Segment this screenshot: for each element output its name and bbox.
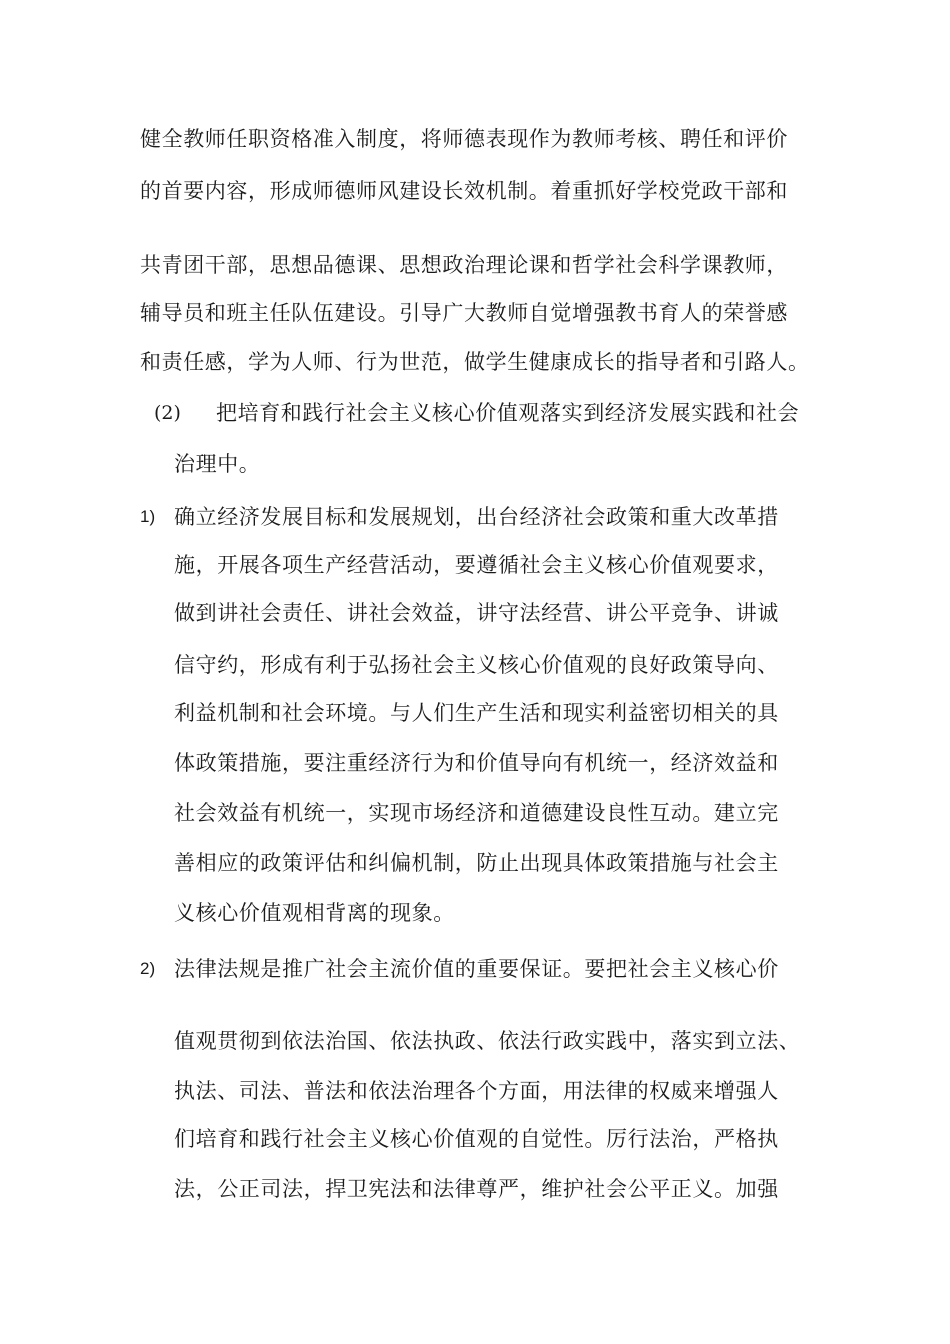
list-item-line: 社会效益有机统一，实现市场经济和道德建设良性互动。建立完	[174, 801, 779, 825]
list-item-line: 们培育和践行社会主义核心价值观的自觉性。厉行法治，严格执	[174, 1127, 779, 1151]
section-number: (2)	[154, 402, 181, 424]
list-marker: 1)	[140, 507, 156, 526]
list-item-line: 执法、司法、普法和依法治理各个方面，用法律的权威来增强人	[174, 1079, 779, 1103]
list-item-line: 施，开展各项生产经营活动，要遵循社会主义核心价值观要求，	[174, 553, 779, 577]
list-item-line: 利益机制和社会环境。与人们生产生活和现实利益密切相关的具	[174, 701, 779, 725]
paragraph-line: 的首要内容，形成师德师风建设长效机制。着重抓好学校党政干部和	[140, 179, 788, 203]
list-item-line: 善相应的政策评估和纠偏机制，防止出现具体政策措施与社会主	[174, 851, 779, 875]
list-item-line: 体政策措施，要注重经济行为和价值导向有机统一，经济效益和	[174, 751, 779, 775]
list-item-line: 义核心价值观相背离的现象。	[174, 901, 455, 925]
paragraph-line: 和责任感，学为人师、行为世范，做学生健康成长的指导者和引路人。	[140, 350, 810, 374]
paragraph-line: 辅导员和班主任队伍建设。引导广大教师自觉增强教书育人的荣誉感	[140, 301, 788, 325]
list-item-line: 信守约，形成有利于弘扬社会主义核心价值观的良好政策导向、	[174, 653, 779, 677]
list-item-line: 做到讲社会责任、讲社会效益，讲守法经营、讲公平竞争、讲诚	[174, 601, 779, 625]
paragraph-line: 健全教师任职资格准入制度，将师德表现作为教师考核、聘任和评价	[140, 127, 788, 151]
list-item-line: 法，公正司法，捍卫宪法和法律尊严，维护社会公平正义。加强	[174, 1177, 779, 1201]
section-heading-line: 治理中。	[174, 452, 261, 476]
list-item-line: 值观贯彻到依法治国、依法执政、依法行政实践中，落实到立法、	[174, 1029, 801, 1053]
list-item-line: 确立经济发展目标和发展规划，出台经济社会政策和重大改革措	[174, 505, 779, 529]
paragraph-line: 共青团干部，思想品德课、思想政治理论课和哲学社会科学课教师，	[140, 253, 788, 277]
section-heading-line: 把培育和践行社会主义核心价值观落实到经济发展实践和社会	[216, 401, 800, 425]
list-item-line: 法律法规是推广社会主流价值的重要保证。要把社会主义核心价	[174, 957, 779, 981]
list-marker: 2)	[140, 959, 156, 978]
